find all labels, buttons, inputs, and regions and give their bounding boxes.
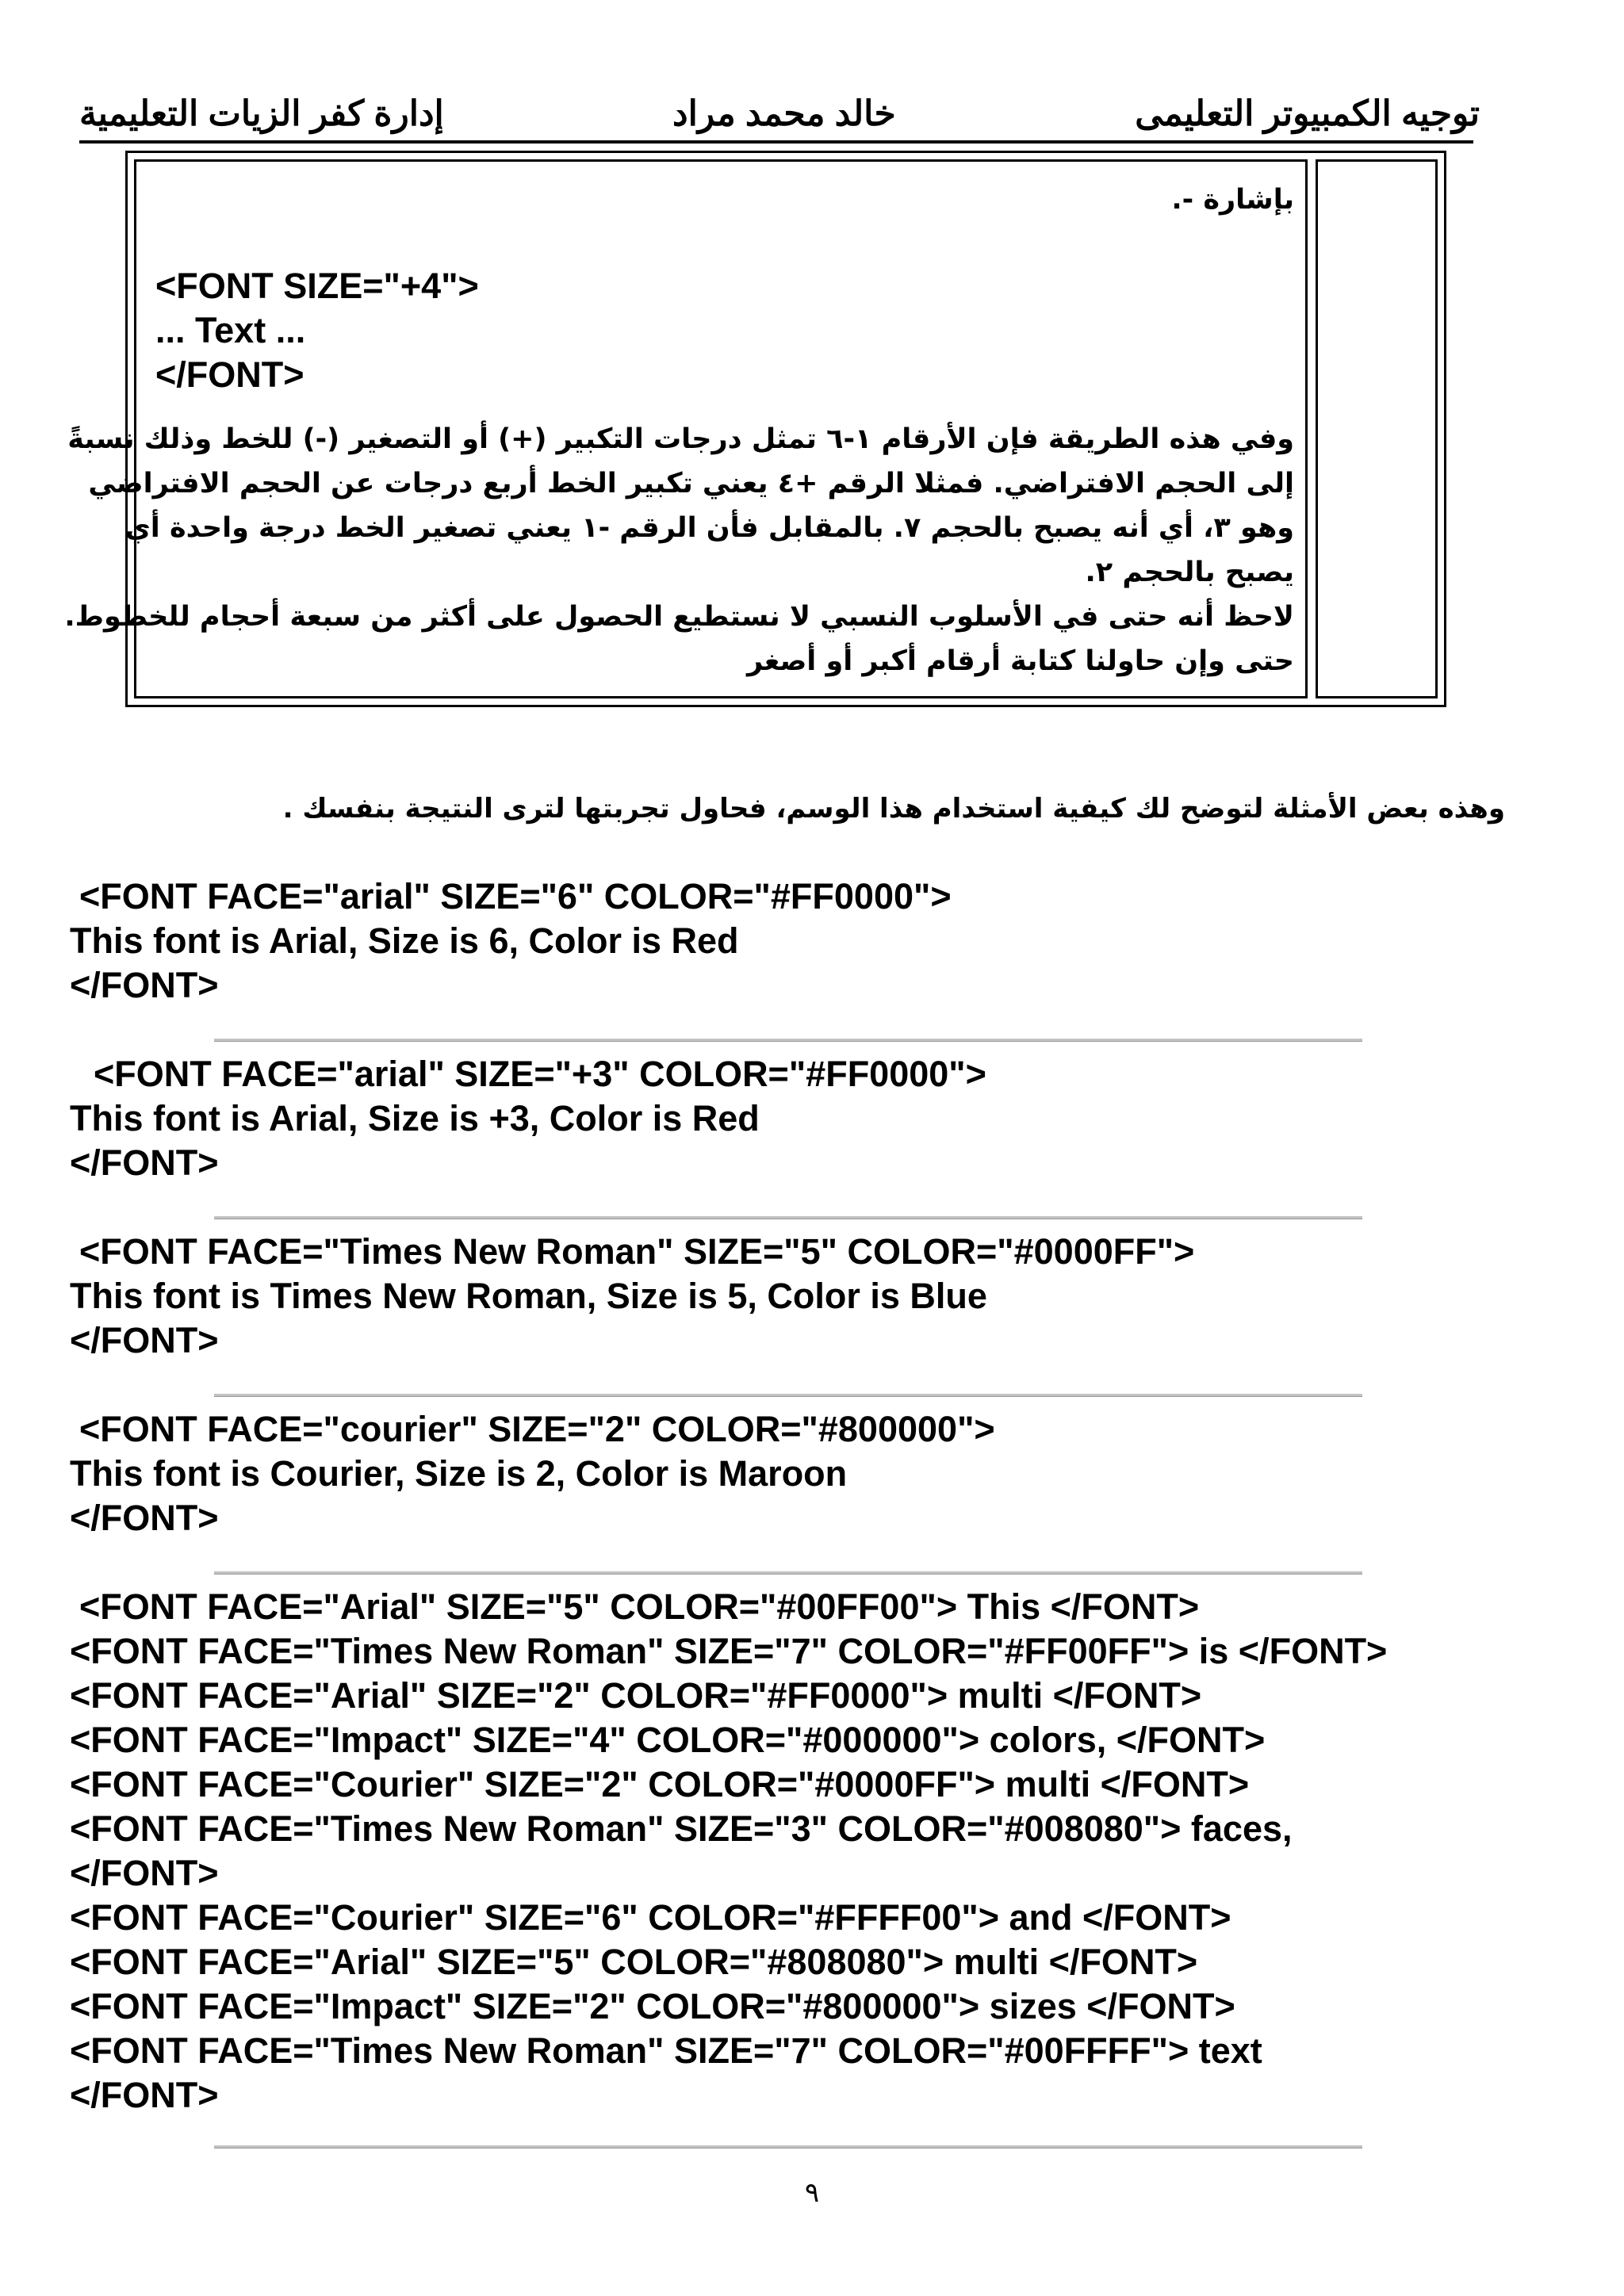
multi-code-line: <FONT FACE="Times New Roman" SIZE="7" COLOR="#00FFFF"> text bbox=[70, 2030, 1262, 2071]
box-paragraph-line: وفي هذه الطريقة فإن الأرقام ١-٦ تمثل درجات التكبير (+) أو التصغير (-) للخط وذلك نسبةً bbox=[67, 423, 1294, 455]
multi-code-line: <FONT FACE="Arial" SIZE="2" COLOR="#FF0000"> multi </FONT> bbox=[70, 1675, 1202, 1716]
page-number: ٩ bbox=[804, 2177, 820, 2209]
separator-rule bbox=[214, 1039, 1362, 1042]
intro-text: وهذه بعض الأمثلة لتوضح لك كيفية استخدام هذا الوسم، فحاول تجربتها لترى النتيجة بنفسك . bbox=[282, 793, 1505, 825]
header-left-title: إدارة كفر الزيات التعليمية bbox=[79, 94, 444, 133]
header-author: خالد محمد مراد bbox=[672, 94, 896, 133]
example-close-tag: </FONT> bbox=[70, 1320, 219, 1360]
box-paragraph-line: وهو ٣، أي أنه يصبح بالحجم ٧. بالمقابل فأن الرقم -١ يعني تصغير الخط درجة واحدة أي bbox=[124, 512, 1294, 544]
multi-code-line: <FONT FACE="Arial" SIZE="5" COLOR="#808080"> multi </FONT> bbox=[70, 1942, 1198, 1982]
header-rule bbox=[79, 140, 1473, 144]
multi-code-line: <FONT FACE="Courier" SIZE="6" COLOR="#FFFF00"> and </FONT> bbox=[70, 1897, 1231, 1938]
example-close-tag: </FONT> bbox=[70, 1498, 219, 1538]
example-close-tag: </FONT> bbox=[70, 965, 219, 1005]
multi-code-line: <FONT FACE="Courier" SIZE="2" COLOR="#0000FF"> multi </FONT> bbox=[70, 1764, 1250, 1804]
header-right-title: توجيه الكمبيوتر التعليمى bbox=[1135, 94, 1480, 133]
explanation-cell bbox=[64, 159, 1308, 698]
box-code-line: <FONT SIZE="+4"> bbox=[155, 266, 479, 306]
multi-code-line: <FONT FACE="Arial" SIZE="5" COLOR="#00FF00"> This </FONT> bbox=[79, 1586, 1200, 1627]
example-close-tag: </FONT> bbox=[70, 1142, 219, 1183]
separator-rule bbox=[214, 1394, 1362, 1397]
box-paragraph-line: حتى وإن حاولنا كتابة أرقام أكبر أو أصغر bbox=[746, 645, 1294, 677]
example-open-tag: <FONT FACE="arial" SIZE="6" COLOR="#FF0000"> bbox=[79, 876, 952, 916]
side-cell bbox=[1316, 159, 1438, 698]
multi-code-line: <FONT FACE="Impact" SIZE="4" COLOR="#000000"> colors, </FONT> bbox=[70, 1720, 1266, 1760]
box-code-line: </FONT> bbox=[155, 354, 304, 395]
box-paragraph-line: إلى الحجم الافتراضي. فمثلا الرقم +٤ يعني تكبير الخط أربع درجات عن الحجم الافتراضي bbox=[88, 468, 1294, 499]
box-paragraph-line: يصبح بالحجم ٢. bbox=[1085, 557, 1294, 588]
multi-code-line: <FONT FACE="Times New Roman" SIZE="3" COLOR="#008080"> faces, bbox=[70, 1808, 1293, 1849]
example-open-tag: <FONT FACE="arial" SIZE="+3" COLOR="#FF0000"> bbox=[94, 1054, 986, 1094]
example-open-tag: <FONT FACE="Times New Roman" SIZE="5" COLOR="#0000FF"> bbox=[79, 1231, 1195, 1272]
example-sample-text: This font is Arial, Size is 6, Color is Red bbox=[70, 920, 739, 961]
example-sample-text: This font is Courier, Size is 2, Color is Maroon bbox=[70, 1453, 848, 1494]
multi-code-line: <FONT FACE="Times New Roman" SIZE="7" COLOR="#FF00FF"> is </FONT> bbox=[70, 1631, 1388, 1671]
box-code-line: ... Text ... bbox=[155, 310, 306, 350]
box-line-top: بإشارة -. bbox=[1171, 184, 1294, 216]
example-sample-text: This font is Arial, Size is +3, Color is Red bbox=[70, 1098, 760, 1138]
explanation-table bbox=[64, 151, 1446, 707]
separator-rule bbox=[214, 2145, 1362, 2149]
separator-rule bbox=[214, 1216, 1362, 1219]
example-sample-text: This font is Times New Roman, Size is 5, Color is Blue bbox=[70, 1276, 987, 1316]
multi-code-line: <FONT FACE="Impact" SIZE="2" COLOR="#800000"> sizes </FONT> bbox=[70, 1986, 1235, 2026]
multi-code-line: </FONT> bbox=[70, 2075, 219, 2115]
box-paragraph-line: لاحظ أنه حتى في الأسلوب النسبي لا نستطيع الحصول على أكثر من سبعة أحجام للخطوط. bbox=[64, 601, 1294, 633]
separator-rule bbox=[214, 1571, 1362, 1575]
multi-code-line: </FONT> bbox=[70, 1853, 219, 1893]
example-open-tag: <FONT FACE="courier" SIZE="2" COLOR="#800000"> bbox=[79, 1409, 995, 1449]
